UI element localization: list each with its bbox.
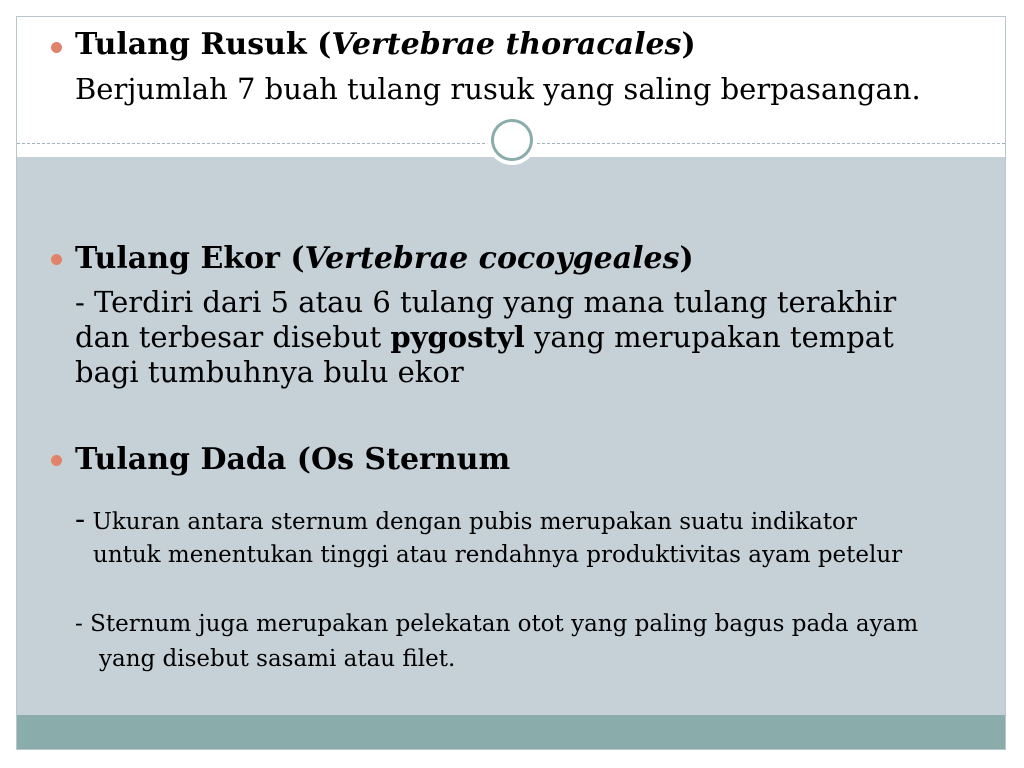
text-dada-p2-line-1: - Sternum juga merupakan pelekatan otot yang paling bagus pada ayam	[75, 611, 919, 637]
text-ekor-line-3: bagi tumbuhnya bulu ekor	[75, 355, 464, 389]
text-tulang-rusuk: Berjumlah 7 buah tulang rusuk yang saling berpasangan.	[75, 72, 921, 106]
circle-ring	[491, 119, 533, 161]
term-pygostyl: pygostyl	[390, 320, 525, 354]
heading-tulang-ekor: Tulang Ekor (Vertebrae cocoygeales)	[75, 241, 694, 276]
bullet-dot-icon	[51, 42, 62, 53]
slide-frame	[16, 16, 1006, 750]
footer-band	[17, 715, 1005, 749]
text-ekor-line-2: dan terbesar disebut pygostyl yang merupakan tempat	[75, 320, 894, 354]
text-dada-p1-line-2: untuk menentukan tinggi atau rendahnya produktivitas ayam petelur	[93, 542, 903, 568]
heading-tulang-rusuk: Tulang Rusuk (Vertebrae thoracales)	[75, 27, 696, 62]
bullet-dot-icon	[51, 254, 62, 265]
bullet-dot-icon	[51, 455, 62, 466]
circle-ornament-icon	[487, 115, 537, 165]
heading-tulang-dada: Tulang Dada (Os Sternum	[75, 442, 511, 477]
text-dada-p2-line-2: yang disebut sasami atau filet.	[99, 646, 456, 672]
text-ekor-line-1: - Terdiri dari 5 atau 6 tulang yang mana tulang terakhir	[75, 285, 897, 319]
text-dada-p1-line-1: - Ukuran antara sternum dengan pubis merupakan suatu indikator	[75, 502, 857, 537]
